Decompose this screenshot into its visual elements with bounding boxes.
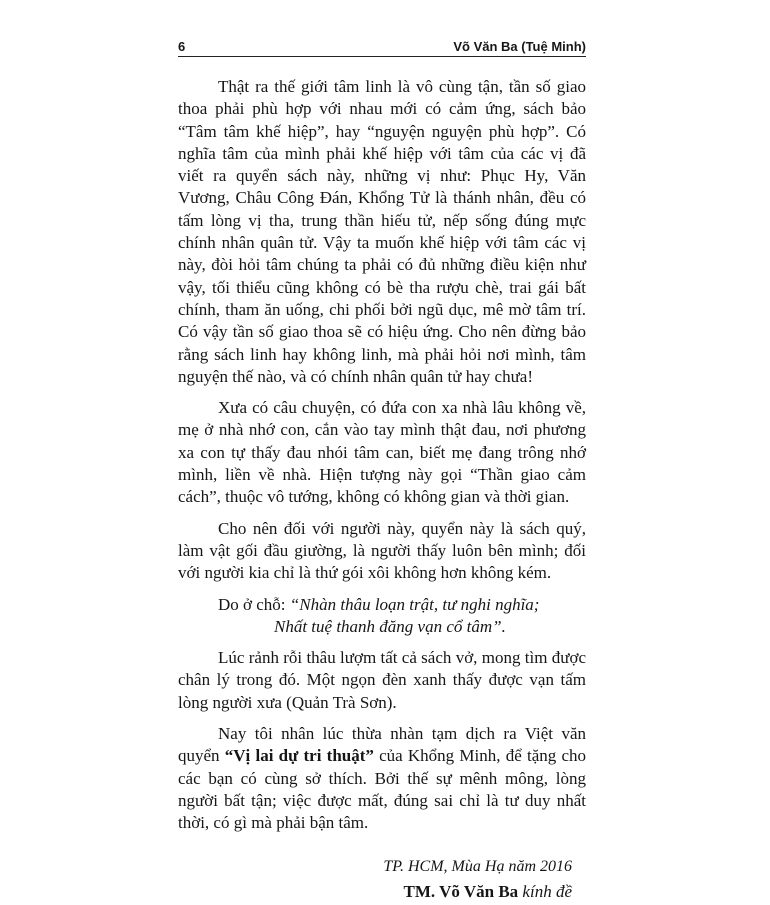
signature-block — [178, 855, 586, 905]
running-title: Võ Văn Ba (Tuệ Minh) — [453, 39, 586, 54]
closing-part-2: của Khổng Minh, để tặng cho các bạn có cùng sở thích. Bởi thế sự mênh mông, lòng người bất tận; việc được mất, đúng sai chỉ là tư duy nhất thời, có gì mà phải bận tâm. — [178, 746, 586, 833]
page-number: 6 — [178, 39, 186, 54]
body-text — [178, 76, 586, 905]
verse-text-1: “Nhàn thâu loạn trật, tư nghi nghĩa; — [289, 594, 540, 614]
place-date: TP. HCM, Mùa Hạ năm 2016 — [383, 857, 572, 875]
paragraph-3: Cho nên đối với người này, quyển này là sách quý, làm vật gối đầu giường, là người thấy luôn bên mình; đối với người kia chỉ là thứ gói xôi không hơn không kém. — [178, 518, 586, 583]
verse-line-1 — [178, 594, 586, 616]
header-rule — [178, 56, 586, 57]
verse-line-2 — [178, 616, 586, 638]
paragraph-closing — [178, 723, 586, 834]
verse-quote — [178, 594, 586, 639]
signer-line — [178, 879, 572, 905]
verse-lead: Do ở chỗ: — [218, 594, 290, 614]
closing-part-1: Nay tôi nhân lúc thừa nhàn tạm dịch ra Việt văn quyển — [178, 724, 586, 766]
book-title: “Vị lai dự tri thuật” — [224, 746, 374, 766]
paragraph-1: Thật ra thế giới tâm linh là vô cùng tận, tần số giao thoa phải phù hợp với nhau mới có cảm ứng, sách bảo “Tâm tâm khế hiệp”, hay “nguyện nguyện phù hợp”. Có nghĩa tâm của mình phải khế hiệp với tâm của các vị đã viết ra quyển sách này, những vị như: Phục Hy, Văn Vương, Châu Công Đán, Khổng Tử là thánh nhân, đều có tấm lòng vị tha, trung thần hiếu tử, nếp sống đúng mực chính nhân quân tử. Vậy ta muốn khế hiệp với tâm các vị này, đòi hỏi tâm chúng ta phải có đủ những điều kiện như vậy, tối thiểu cũng không có bè tha rượu chè, trai gái bất chính, tham ăn uống, chi phối bởi ngũ dục, mê mờ tâm trí. Có vậy tần số giao thoa sẽ có hiệu ứng. Cho nên đừng bảo rằng sách linh hay không linh, mà phải hỏi nơi mình, tâm nguyện thế nào, và có chính nhân quân tử hay chưa! — [178, 77, 586, 386]
verse-text-2: Nhất tuệ thanh đăng vạn cổ tâm”. — [274, 616, 506, 636]
signer-suffix: kính đề — [518, 881, 572, 901]
paragraph-2: Xưa có câu chuyện, có đứa con xa nhà lâu không về, mẹ ở nhà nhớ con, cắn vào tay mình thật đau, nơi phương xa con tự thấy đau nhói tâm can, biết mẹ đang trông nhớ mình, liền về nhà. Hiện tượng này gọi “Thần giao cảm cách”, thuộc vô tướng, không có không gian và thời gian. — [178, 398, 586, 507]
running-header — [178, 39, 586, 54]
paragraph-4: Lúc rảnh rỗi thâu lượm tất cả sách vở, mong tìm được chân lý trong đó. Một ngọn đèn xanh thấy được vạn tấm lòng người xưa (Quản Trà Sơn). — [178, 648, 586, 712]
signer-name: TM. Võ Văn Ba — [403, 881, 519, 901]
